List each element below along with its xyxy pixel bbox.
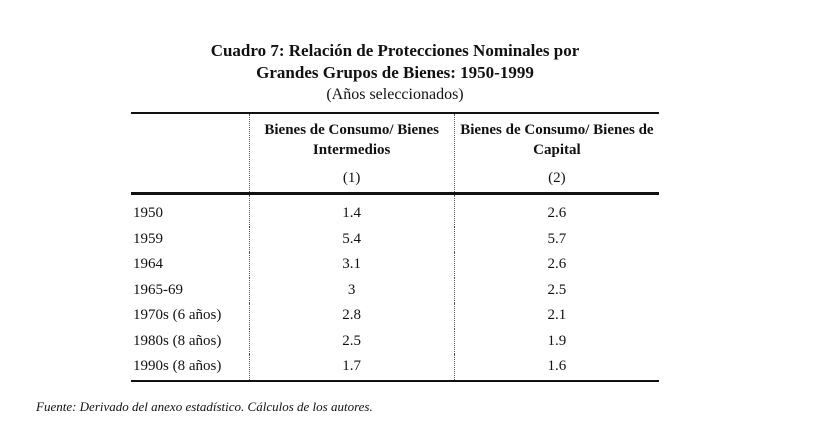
cell-col-1: 2.8 <box>249 303 454 329</box>
cell-col-2: 2.6 <box>454 252 659 278</box>
column-header-2-label: Bienes de Consumo/ Bienes de Capital <box>460 122 654 158</box>
column-header-1-label: Bienes de Consumo/ Bienes Intermedios <box>264 122 439 158</box>
row-label: 1959 <box>133 230 163 247</box>
cell-col-2: 1.9 <box>454 329 659 355</box>
cell-col-2: 1.6 <box>454 354 659 381</box>
row-label: 1964 <box>133 256 163 273</box>
cell-col-1: 2.5 <box>249 329 454 355</box>
table-header-row <box>131 113 659 194</box>
table-title-line-2: Grandes Grupos de Bienes: 1950-1999 <box>256 63 534 82</box>
cell-col-1: 3.1 <box>249 252 454 278</box>
cell-col-1: 1.7 <box>249 354 454 381</box>
table-row <box>131 227 659 253</box>
table-row <box>131 354 659 381</box>
row-label: 1990s (8 años) <box>131 354 249 381</box>
table-caption <box>0 40 790 106</box>
data-table-container <box>131 112 659 382</box>
table-row <box>131 329 659 355</box>
column-header-1 <box>249 113 454 194</box>
column-header-2-number: (2) <box>548 170 566 186</box>
cell-col-2: 2.1 <box>454 303 659 329</box>
source-note: Fuente: Derivado del anexo estadístico. Cálculos de los autores. <box>36 399 373 414</box>
row-label: 1980s (8 años) <box>133 332 222 349</box>
cell-col-2: 5.7 <box>454 227 659 253</box>
table-row <box>131 194 659 227</box>
table-row <box>131 278 659 304</box>
cell-col-1: 3 <box>249 278 454 304</box>
protection-ratio-table <box>131 112 659 382</box>
row-label-header <box>131 113 249 194</box>
table-row <box>131 252 659 278</box>
column-header-2 <box>454 113 659 194</box>
table-subtitle: (Años seleccionados) <box>326 86 464 103</box>
cell-col-2: 2.6 <box>454 194 659 227</box>
cell-col-2: 2.5 <box>454 278 659 304</box>
row-label: 1970s (6 años) <box>133 307 222 324</box>
row-label: 1965-69 <box>133 281 183 298</box>
column-header-1-number: (1) <box>342 170 361 186</box>
table-title-line-1: Cuadro 7: Relación de Protecciones Nominales por <box>210 41 580 60</box>
table-row <box>131 303 659 329</box>
cell-col-1: 1.4 <box>249 194 454 227</box>
cell-col-1: 5.4 <box>249 227 454 253</box>
row-label: 1950 <box>133 205 163 222</box>
